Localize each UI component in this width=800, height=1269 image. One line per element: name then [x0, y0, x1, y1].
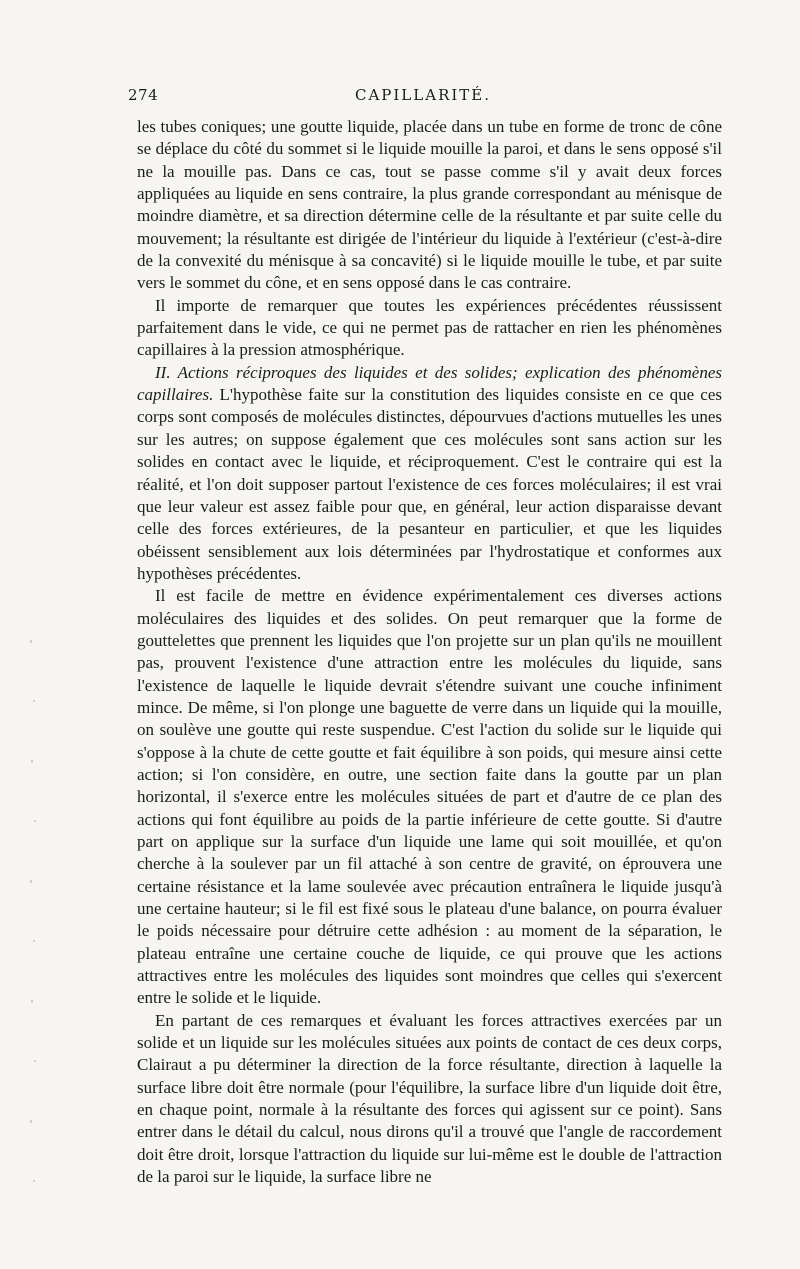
paragraph-4: Il est facile de mettre en évidence expérimentalement ces diverses actions moléculaires des liquides et des solides. On peut remarquer que la forme de gouttelettes que prennent les liquides que l'on projette sur un plan qu'ils ne mouillent pas, prouvent l'existence d'une attraction entre les molécules du liquide, sans l'existence de laquelle le liquide devrait s'étendre suivant une couche infiniment mince. De même, si l'on plonge une baguette de verre dans un liquide qui la mouille, on soulève une goutte qui reste suspendue. C'est l'action du solide sur le liquide qui s'oppose à la chute de cette goutte et fait équilibre à son poids, qui mesure ainsi cette action; si l'on considère, en outre, une section faite dans la goutte par un plan horizontal, il s'exerce entre les molécules situées de part et d'autre de ce plan des actions qui font équilibre au poids de la partie inférieure de cette goutte. Si d'autre part on applique sur la surface d'un liquide une lame qui soit mouillée, et qu'on cherche à la soulever par un fil attaché à son centre de gravité, on éprouvera une certaine résistance et la lame soulevée avec précaution entraînera le liquide jusqu'à une certaine hauteur; si le fil est fixé sous le plateau d'une balance, on pourra évaluer le poids nécessaire pour détruire cette adhésion : au moment de la séparation, le plateau entraîne une certaine couche de liquide, ce qui prouve que les actions attractives entre les molécules des liquides sont moindres que celles qui s'exercent entre le solide et le liquide.	[137, 586, 722, 1008]
running-title: CAPILLARITÉ.	[354, 86, 492, 104]
section-heading: II. Actions réciproques des liquides et des solides; explication des phénomènes capillaires.	[137, 362, 722, 405]
paragraph-3-text: L'hypothèse faite sur la constitution des liquides consiste en ce que ces corps sont composés de molécules distinctes, dépourvues d'actions mutuelles les unes sur les autres; on suppose également que ces molécules sont sans action sur les solides en contact avec le liquide, et réciproquement. C'est le contraire qui est la réalité, et l'on doit supposer partout l'existence de ces forces moléculaires; il est vrai que leur valeur est assez faible pour que, en général, leur action disparaisse devant celle des forces extérieures, de la pesanteur en particulier, et que les liquides obéissent sensiblement aux lois déterminées par l'hydrostatique et conformes aux hypothèses précédentes.	[137, 385, 722, 583]
margin-scan-specks	[0, 0, 90, 1269]
body-text	[137, 116, 722, 1189]
paragraph-3	[137, 362, 722, 585]
running-head	[128, 86, 718, 110]
paragraph-2: Il importe de remarquer que toutes les expériences précédentes réussissent parfaitement dans le vide, ce qui ne permet pas de rattacher en rien les phénomènes capillaires à la pression atmosphérique.	[137, 295, 722, 360]
page-number: 274	[128, 86, 159, 104]
paragraph-5: En partant de ces remarques et évaluant les forces attractives exercées par un solide et un liquide sur les molécules situées aux points de contact de ces deux corps, Clairaut a pu déterminer la direction de la force résultante, direction à laquelle la surface libre doit être normale (pour l'équilibre, la surface libre d'un liquide doit être, en chaque point, normale à la résultante des forces qui agissent sur ce point). Sans entrer dans le détail du calcul, nous dirons qu'il a trouvé que l'angle de raccordement doit être droit, lorsque l'attraction du liquide sur lui-même est le double de l'attraction de la paroi sur le liquide, la surface libre ne	[137, 1010, 722, 1187]
paragraph-1: les tubes coniques; une goutte liquide, placée dans un tube en forme de tronc de cône se déplace du côté du sommet si le liquide mouille la paroi, et dans le sens opposé s'il ne la mouille pas. Dans ce cas, tout se passe comme s'il y avait deux forces appliquées au liquide en sens contraire, la plus grande correspondant au ménisque de moindre diamètre, et sa direction détermine celle de la résultante et par suite celle du mouvement; la résultante est dirigée de l'intérieur du liquide à l'extérieur (c'est-à-dire de la convexité du ménisque à sa concavité) si le liquide mouille le tube, et par suite vers le sommet du cône, et en sens opposé dans le cas contraire.	[137, 117, 722, 293]
